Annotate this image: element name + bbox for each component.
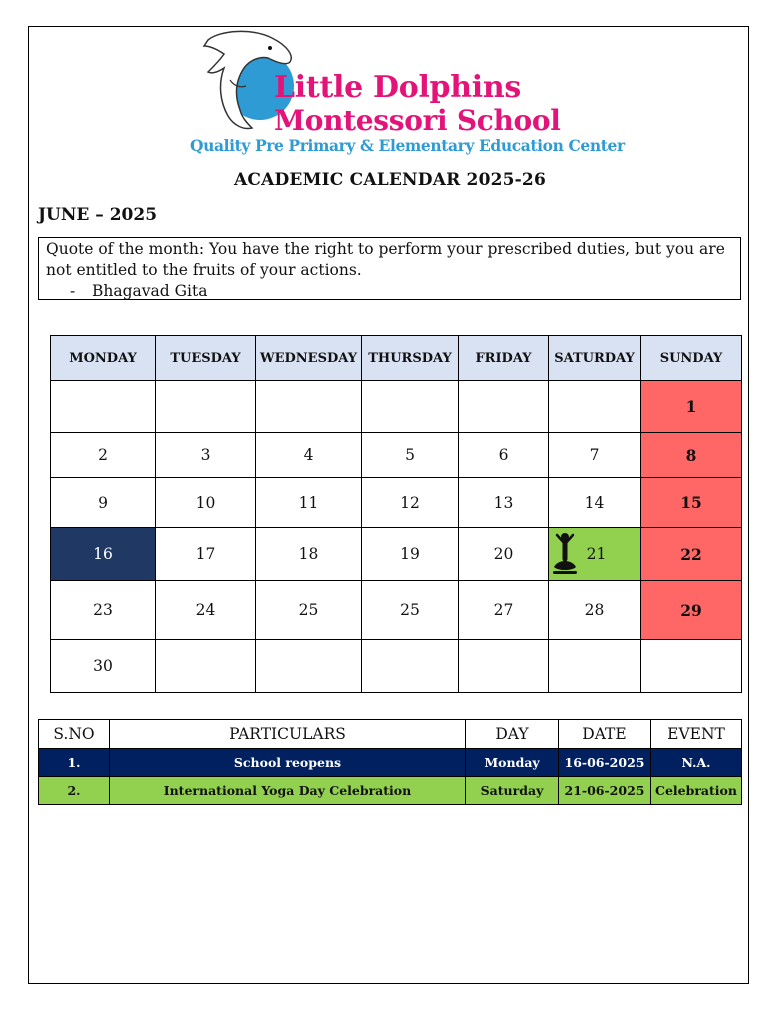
calendar-day: 2 <box>51 433 156 478</box>
calendar-day <box>459 381 549 433</box>
calendar-day: 20 <box>459 528 549 581</box>
event-type: N.A. <box>651 749 742 777</box>
event-sno: 1. <box>39 749 110 777</box>
calendar-day: 30 <box>51 640 156 693</box>
calendar-day: 12 <box>362 478 459 528</box>
calendar-day-sunday: 8 <box>641 433 742 478</box>
school-tagline: Quality Pre Primary & Elementary Education Center <box>190 136 625 155</box>
calendar-day: 13 <box>459 478 549 528</box>
event-particulars: International Yoga Day Celebration <box>110 777 466 805</box>
calendar-day-sunday: 15 <box>641 478 742 528</box>
day-header-saturday: SATURDAY <box>549 336 641 381</box>
day-header-wednesday: WEDNESDAY <box>256 336 362 381</box>
calendar-day: 4 <box>256 433 362 478</box>
calendar-week <box>51 640 742 693</box>
event-day: Monday <box>466 749 559 777</box>
calendar-day: 9 <box>51 478 156 528</box>
table-row <box>39 749 742 777</box>
calendar-week <box>51 581 742 640</box>
event-day: Saturday <box>466 777 559 805</box>
calendar-week <box>51 528 742 581</box>
event-particulars: School reopens <box>110 749 466 777</box>
calendar-day <box>549 381 641 433</box>
table-row <box>39 777 742 805</box>
calendar-day: 14 <box>549 478 641 528</box>
day-header-monday: MONDAY <box>51 336 156 381</box>
school-name-line2: Montessori School <box>274 104 561 137</box>
event-date: 21-06-2025 <box>559 777 651 805</box>
document-title: ACADEMIC CALENDAR 2025-26 <box>233 170 546 190</box>
calendar-day: 17 <box>156 528 256 581</box>
calendar-day: 10 <box>156 478 256 528</box>
quote-box <box>38 237 741 300</box>
calendar-day <box>256 640 362 693</box>
calendar-day <box>156 381 256 433</box>
calendar-day <box>641 640 742 693</box>
event-sno: 2. <box>39 777 110 805</box>
calendar-day-sunday: 29 <box>641 581 742 640</box>
calendar-day-sunday: 22 <box>641 528 742 581</box>
calendar-day <box>549 640 641 693</box>
calendar-day <box>51 381 156 433</box>
calendar-day: 7 <box>549 433 641 478</box>
quote-attribution <box>46 281 733 302</box>
calendar-day <box>362 381 459 433</box>
quote-dash: - <box>70 282 76 300</box>
calendar-day <box>156 640 256 693</box>
calendar-day <box>362 640 459 693</box>
calendar-week <box>51 478 742 528</box>
column-header-event: EVENT <box>651 720 742 749</box>
events-header-row <box>39 720 742 749</box>
calendar-day <box>459 640 549 693</box>
column-header-sno: S.NO <box>39 720 110 749</box>
calendar-day-number: 21 <box>586 545 607 563</box>
school-logo <box>190 28 625 158</box>
yoga-pose-icon <box>552 531 578 575</box>
school-name-line1: Little Dolphins <box>274 70 521 105</box>
calendar-day: 23 <box>51 581 156 640</box>
calendar-day: 18 <box>256 528 362 581</box>
calendar-day: 27 <box>459 581 549 640</box>
calendar-day: 3 <box>156 433 256 478</box>
month-heading: JUNE – 2025 <box>38 205 158 225</box>
event-date: 16-06-2025 <box>559 749 651 777</box>
events-table <box>38 719 742 805</box>
calendar-week <box>51 433 742 478</box>
calendar-day: 5 <box>362 433 459 478</box>
calendar-day: 25 <box>362 581 459 640</box>
calendar-day-yoga-day <box>549 528 641 581</box>
calendar-day-school-reopens: 16 <box>51 528 156 581</box>
calendar-day: 11 <box>256 478 362 528</box>
column-header-day: DAY <box>466 720 559 749</box>
calendar-week <box>51 381 742 433</box>
calendar-header-row <box>51 336 742 381</box>
quote-text: Quote of the month: You have the right to perform your prescribed duties, but you are not entitled to the fruits of your actions. <box>46 240 725 279</box>
calendar-day: 19 <box>362 528 459 581</box>
column-header-date: DATE <box>559 720 651 749</box>
day-header-sunday: SUNDAY <box>641 336 742 381</box>
calendar-day: 25 <box>256 581 362 640</box>
quote-author: Bhagavad Gita <box>92 282 208 300</box>
day-header-friday: FRIDAY <box>459 336 549 381</box>
calendar-day: 24 <box>156 581 256 640</box>
calendar-day-sunday: 1 <box>641 381 742 433</box>
month-calendar <box>50 335 742 693</box>
event-type: Celebration <box>651 777 742 805</box>
day-header-thursday: THURSDAY <box>362 336 459 381</box>
column-header-particulars: PARTICULARS <box>110 720 466 749</box>
calendar-day <box>256 381 362 433</box>
day-header-tuesday: TUESDAY <box>156 336 256 381</box>
calendar-day: 28 <box>549 581 641 640</box>
calendar-day: 6 <box>459 433 549 478</box>
